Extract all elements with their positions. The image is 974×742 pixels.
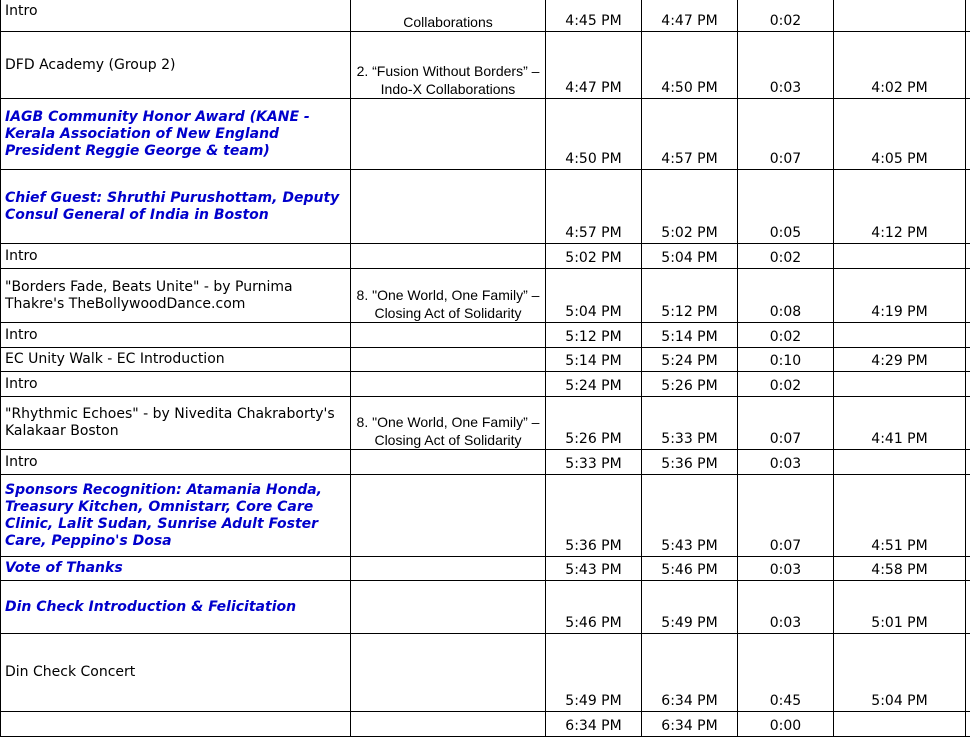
start-time-cell: 5:12 PM	[546, 323, 642, 348]
overflow-column-cell	[966, 348, 971, 372]
overflow-column-cell	[966, 99, 971, 170]
end-time-cell: 5:04 PM	[642, 244, 738, 269]
cumulative-time-cell	[834, 372, 966, 397]
activity-cell	[351, 244, 546, 269]
start-time-cell: 5:43 PM	[546, 557, 642, 581]
activity-cell	[351, 348, 546, 372]
cumulative-time-cell: 4:12 PM	[834, 170, 966, 244]
table-row	[1, 170, 971, 244]
end-time-cell: 4:47 PM	[642, 0, 738, 32]
cumulative-time-cell: 4:41 PM	[834, 397, 966, 450]
duration-cell: 0:05	[738, 170, 834, 244]
item-name-cell: Din Check Introduction & Felicitation	[1, 581, 351, 634]
duration-cell: 0:03	[738, 581, 834, 634]
table-row	[1, 32, 971, 99]
item-name-cell: Vote of Thanks	[1, 557, 351, 581]
end-time-cell: 5:24 PM	[642, 348, 738, 372]
start-time-cell: 4:45 PM	[546, 0, 642, 32]
overflow-column-cell	[966, 32, 971, 99]
item-name-cell: Din Check Concert	[1, 634, 351, 712]
table-row	[1, 397, 971, 450]
table-row	[1, 372, 971, 397]
activity-cell	[351, 557, 546, 581]
start-time-cell: 5:04 PM	[546, 269, 642, 323]
end-time-cell: 5:49 PM	[642, 581, 738, 634]
item-name-cell: Intro	[1, 244, 351, 269]
end-time-cell: 5:12 PM	[642, 269, 738, 323]
cumulative-time-cell: 4:51 PM	[834, 475, 966, 557]
overflow-column-cell	[966, 557, 971, 581]
overflow-column-cell	[966, 0, 971, 32]
activity-cell	[351, 323, 546, 348]
activity-cell	[351, 712, 546, 737]
end-time-cell: 4:57 PM	[642, 99, 738, 170]
end-time-cell: 5:46 PM	[642, 557, 738, 581]
overflow-column-cell	[966, 634, 971, 712]
activity-cell	[351, 634, 546, 712]
table-row	[1, 0, 971, 32]
end-time-cell: 4:50 PM	[642, 32, 738, 99]
duration-cell: 0:45	[738, 634, 834, 712]
duration-cell: 0:03	[738, 557, 834, 581]
duration-cell: 0:00	[738, 712, 834, 737]
cumulative-time-cell: 4:58 PM	[834, 557, 966, 581]
start-time-cell: 4:47 PM	[546, 32, 642, 99]
cumulative-time-cell: 4:02 PM	[834, 32, 966, 99]
cumulative-time-cell: 4:29 PM	[834, 348, 966, 372]
item-name-cell	[1, 712, 351, 737]
start-time-cell: 5:26 PM	[546, 397, 642, 450]
activity-cell	[351, 581, 546, 634]
schedule-table-body	[1, 0, 971, 737]
duration-cell: 0:07	[738, 475, 834, 557]
table-row	[1, 99, 971, 170]
overflow-column-cell	[966, 372, 971, 397]
duration-cell: 0:03	[738, 450, 834, 475]
duration-cell: 0:02	[738, 244, 834, 269]
duration-cell: 0:10	[738, 348, 834, 372]
duration-cell: 0:02	[738, 0, 834, 32]
table-row	[1, 712, 971, 737]
start-time-cell: 5:24 PM	[546, 372, 642, 397]
start-time-cell: 5:02 PM	[546, 244, 642, 269]
table-row	[1, 323, 971, 348]
start-time-cell: 5:36 PM	[546, 475, 642, 557]
end-time-cell: 5:02 PM	[642, 170, 738, 244]
end-time-cell: 5:26 PM	[642, 372, 738, 397]
end-time-cell: 5:43 PM	[642, 475, 738, 557]
activity-cell	[351, 99, 546, 170]
activity-cell	[351, 372, 546, 397]
duration-cell: 0:07	[738, 99, 834, 170]
activity-cell	[351, 450, 546, 475]
overflow-column-cell	[966, 323, 971, 348]
table-row	[1, 634, 971, 712]
item-name-cell: "Borders Fade, Beats Unite" - by Purnima Thakre's TheBollywoodDance.com	[1, 269, 351, 323]
overflow-column-cell	[966, 475, 971, 557]
overflow-column-cell	[966, 244, 971, 269]
item-name-cell: "Rhythmic Echoes" - by Nivedita Chakraborty's Kalakaar Boston	[1, 397, 351, 450]
activity-cell: Collaborations	[351, 0, 546, 32]
cumulative-time-cell: 5:01 PM	[834, 581, 966, 634]
cumulative-time-cell: 4:05 PM	[834, 99, 966, 170]
table-row	[1, 450, 971, 475]
table-row	[1, 581, 971, 634]
start-time-cell: 5:49 PM	[546, 634, 642, 712]
cumulative-time-cell: 4:19 PM	[834, 269, 966, 323]
activity-cell	[351, 475, 546, 557]
table-row	[1, 244, 971, 269]
start-time-cell: 5:46 PM	[546, 581, 642, 634]
item-name-cell: DFD Academy (Group 2)	[1, 32, 351, 99]
duration-cell: 0:02	[738, 372, 834, 397]
duration-cell: 0:08	[738, 269, 834, 323]
table-row	[1, 269, 971, 323]
item-name-cell: EC Unity Walk - EC Introduction	[1, 348, 351, 372]
item-name-cell: Intro	[1, 0, 351, 32]
item-name-cell: Intro	[1, 372, 351, 397]
overflow-column-cell	[966, 397, 971, 450]
duration-cell: 0:07	[738, 397, 834, 450]
item-name-cell: Sponsors Recognition: Atamania Honda, Treasury Kitchen, Omnistarr, Core Care Clinic, Lalit Sudan, Sunrise Adult Foster Care, Peppino's Dosa	[1, 475, 351, 557]
start-time-cell: 4:50 PM	[546, 99, 642, 170]
activity-cell	[351, 170, 546, 244]
overflow-column-cell	[966, 712, 971, 737]
table-row	[1, 475, 971, 557]
table-row	[1, 557, 971, 581]
overflow-column-cell	[966, 269, 971, 323]
cumulative-time-cell: 5:04 PM	[834, 634, 966, 712]
item-name-cell: Chief Guest: Shruthi Purushottam, Deputy Consul General of India in Boston	[1, 170, 351, 244]
cumulative-time-cell	[834, 323, 966, 348]
end-time-cell: 5:33 PM	[642, 397, 738, 450]
duration-cell: 0:03	[738, 32, 834, 99]
start-time-cell: 5:33 PM	[546, 450, 642, 475]
overflow-column-cell	[966, 581, 971, 634]
start-time-cell: 5:14 PM	[546, 348, 642, 372]
activity-cell: 8. "One World, One Family” – Closing Act of Solidarity	[351, 269, 546, 323]
table-row	[1, 348, 971, 372]
activity-cell: 2. “Fusion Without Borders” – Indo-X Collaborations	[351, 32, 546, 99]
item-name-cell: IAGB Community Honor Award (KANE - Kerala Association of New England President Reggie George & team)	[1, 99, 351, 170]
overflow-column-cell	[966, 170, 971, 244]
cumulative-time-cell	[834, 712, 966, 737]
cumulative-time-cell	[834, 244, 966, 269]
end-time-cell: 6:34 PM	[642, 712, 738, 737]
activity-cell: 8. "One World, One Family” – Closing Act of Solidarity	[351, 397, 546, 450]
start-time-cell: 6:34 PM	[546, 712, 642, 737]
overflow-column-cell	[966, 450, 971, 475]
duration-cell: 0:02	[738, 323, 834, 348]
end-time-cell: 5:36 PM	[642, 450, 738, 475]
cumulative-time-cell	[834, 450, 966, 475]
item-name-cell: Intro	[1, 323, 351, 348]
start-time-cell: 4:57 PM	[546, 170, 642, 244]
end-time-cell: 6:34 PM	[642, 634, 738, 712]
end-time-cell: 5:14 PM	[642, 323, 738, 348]
item-name-cell: Intro	[1, 450, 351, 475]
cumulative-time-cell	[834, 0, 966, 32]
